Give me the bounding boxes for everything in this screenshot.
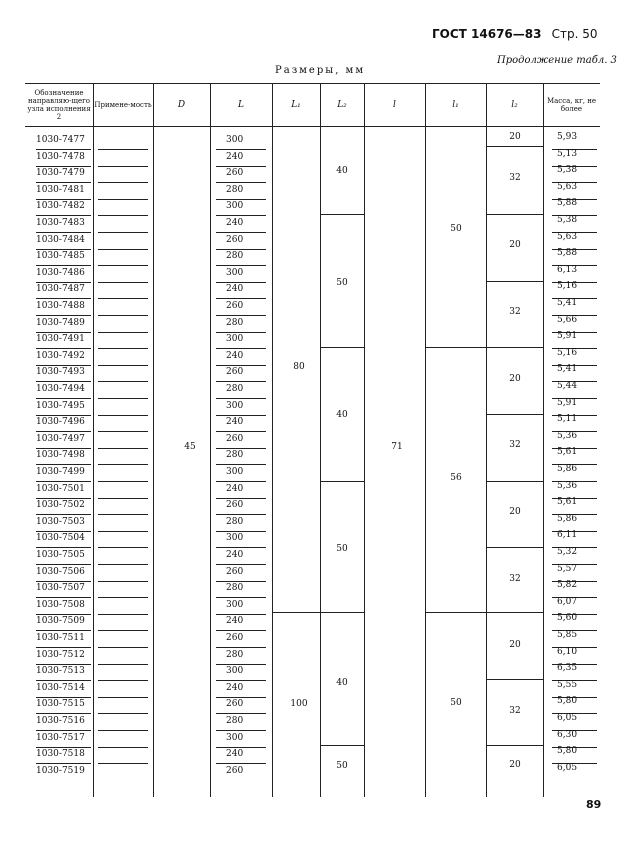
table-continuation-note: Продолжение табл. 3 — [497, 55, 617, 66]
L2-group-divider — [320, 745, 364, 746]
application-blank-line — [98, 614, 148, 615]
l2-group-divider — [486, 481, 543, 482]
dimensions-label: Размеры, мм — [275, 65, 366, 76]
row-designation: 1030-7518 — [36, 749, 85, 760]
header-D: D — [177, 99, 186, 110]
row-L-value: 260 — [226, 566, 244, 577]
application-blank-line — [98, 680, 148, 681]
L-underline — [216, 664, 266, 665]
L-underline — [216, 547, 266, 548]
L-underline — [216, 348, 266, 349]
designation-underline — [36, 448, 91, 449]
row-mass-value: 5,63 — [557, 181, 578, 192]
row-L-value: 300 — [226, 201, 244, 212]
row-mass-value: 5,86 — [557, 513, 578, 524]
row-L-value: 280 — [226, 649, 244, 660]
designation-underline — [36, 298, 91, 299]
application-blank-line — [98, 647, 148, 648]
row-L-value: 260 — [226, 765, 244, 776]
designation-underline — [36, 763, 91, 764]
row-L-value: 300 — [226, 666, 244, 677]
row-mass-value: 5,61 — [557, 447, 578, 458]
designation-underline — [36, 597, 91, 598]
row-mass-value: 5,57 — [557, 563, 578, 574]
row-mass-value: 5,32 — [557, 547, 578, 557]
column-divider — [364, 83, 365, 797]
row-designation: 1030-7482 — [36, 201, 85, 212]
designation-underline — [36, 581, 91, 582]
designation-underline — [36, 249, 91, 250]
row-L-value: 260 — [226, 433, 244, 444]
designation-underline — [36, 265, 91, 266]
application-blank-line — [98, 448, 148, 449]
row-mass-value: 5,38 — [557, 165, 578, 176]
application-blank-line — [98, 664, 148, 665]
L-underline — [216, 531, 266, 532]
application-blank-line — [98, 697, 148, 698]
row-L-value: 300 — [226, 267, 244, 278]
row-designation: 1030-7479 — [36, 168, 85, 179]
L2-group-value: 40 — [336, 166, 348, 176]
L-underline — [216, 381, 266, 382]
row-designation: 1030-7511 — [36, 633, 85, 643]
l2-group-divider — [486, 414, 543, 415]
row-designation: 1030-7478 — [36, 151, 85, 162]
row-mass-value: 5,11 — [557, 414, 578, 425]
row-L-value: 260 — [226, 699, 244, 710]
l-value: 71 — [391, 442, 403, 452]
row-L-value: 240 — [226, 350, 244, 361]
row-mass-value: 5,13 — [557, 148, 578, 159]
row-mass-value: 6,05 — [557, 713, 578, 723]
row-L-value: 240 — [226, 682, 244, 693]
designation-underline — [36, 282, 91, 283]
row-mass-value: 6,11 — [557, 530, 578, 541]
L2-group-divider — [320, 612, 364, 613]
row-mass-value: 5,82 — [557, 580, 578, 591]
row-L-value: 300 — [226, 599, 244, 610]
application-blank-line — [98, 531, 148, 532]
row-designation: 1030-7488 — [36, 301, 85, 311]
l1-group-value: 56 — [450, 473, 462, 483]
designation-underline — [36, 398, 91, 399]
row-L-value: 240 — [226, 483, 244, 494]
l2-group-value: 20 — [509, 640, 521, 650]
application-blank-line — [98, 315, 148, 316]
row-L-value: 280 — [226, 716, 244, 726]
L-underline — [216, 282, 266, 283]
column-divider — [272, 83, 273, 797]
row-designation: 1030-7489 — [36, 317, 85, 328]
designation-underline — [36, 348, 91, 349]
row-designation: 1030-7491 — [36, 334, 85, 345]
l1-group-value: 50 — [450, 224, 462, 234]
application-blank-line — [98, 415, 148, 416]
L2-group-divider — [320, 481, 364, 482]
l2-group-value: 20 — [509, 374, 521, 384]
designation-underline — [36, 215, 91, 216]
L-underline — [216, 232, 266, 233]
header-bottom-border — [25, 126, 600, 127]
row-designation: 1030-7501 — [36, 483, 85, 494]
L-underline — [216, 182, 266, 183]
designation-underline — [36, 680, 91, 681]
row-mass-value: 5,88 — [557, 248, 578, 259]
row-designation: 1030-7503 — [36, 516, 85, 527]
header-L2: L₂ — [337, 99, 347, 110]
row-mass-value: 5,44 — [557, 381, 578, 391]
row-mass-value: 5,38 — [557, 215, 578, 225]
l2-group-value: 32 — [509, 173, 521, 183]
designation-underline — [36, 166, 91, 167]
l2-group-value: 20 — [509, 760, 521, 770]
L-underline — [216, 332, 266, 333]
l2-group-divider — [486, 679, 543, 680]
application-blank-line — [98, 249, 148, 250]
row-L-value: 240 — [226, 284, 244, 295]
row-L-value: 260 — [226, 633, 244, 643]
designation-underline — [36, 431, 91, 432]
row-designation: 1030-7484 — [36, 234, 85, 245]
L-underline — [216, 747, 266, 748]
row-mass-value: 6,07 — [557, 596, 578, 607]
row-designation: 1030-7483 — [36, 218, 85, 228]
application-blank-line — [98, 630, 148, 631]
header-l1: l₁ — [452, 99, 459, 110]
L-underline — [216, 298, 266, 299]
application-blank-line — [98, 547, 148, 548]
row-L-value: 240 — [226, 550, 244, 560]
application-blank-line — [98, 713, 148, 714]
row-L-value: 260 — [226, 500, 244, 511]
application-blank-line — [98, 282, 148, 283]
application-blank-line — [98, 365, 148, 366]
row-mass-value: 5,93 — [557, 132, 578, 142]
l2-group-divider — [486, 146, 543, 147]
row-designation: 1030-7512 — [36, 649, 85, 660]
l2-group-divider — [486, 214, 543, 215]
application-blank-line — [98, 149, 148, 150]
column-divider — [320, 83, 321, 797]
row-mass-value: 5,36 — [557, 430, 578, 441]
header-l2: l₂ — [511, 99, 518, 110]
l2-group-value: 32 — [509, 706, 521, 716]
L-underline — [216, 680, 266, 681]
application-blank-line — [98, 332, 148, 333]
header-L1: L₁ — [291, 99, 301, 110]
L-underline — [216, 365, 266, 366]
designation-underline — [36, 315, 91, 316]
row-mass-value: 5,85 — [557, 630, 578, 640]
row-L-value: 260 — [226, 168, 244, 179]
designation-underline — [36, 498, 91, 499]
row-L-value: 280 — [226, 317, 244, 328]
row-designation: 1030-7516 — [36, 716, 85, 726]
row-L-value: 240 — [226, 417, 244, 428]
designation-underline — [36, 614, 91, 615]
L2-group-value: 40 — [336, 678, 348, 688]
column-divider — [486, 83, 487, 797]
row-designation: 1030-7504 — [36, 533, 85, 544]
l2-group-value: 20 — [509, 240, 521, 250]
L-underline — [216, 249, 266, 250]
L-underline — [216, 498, 266, 499]
l2-group-divider — [486, 745, 543, 746]
application-blank-line — [98, 298, 148, 299]
row-designation: 1030-7515 — [36, 699, 85, 710]
row-designation: 1030-7486 — [36, 267, 85, 278]
application-blank-line — [98, 232, 148, 233]
header-designation: Обозначение направляю-щего узла исполнения 2 — [27, 88, 91, 121]
row-mass-value: 5,36 — [557, 480, 578, 491]
row-mass-value: 5,91 — [557, 397, 578, 408]
L1-group-value: 100 — [290, 699, 308, 709]
application-blank-line — [98, 182, 148, 183]
designation-underline — [36, 199, 91, 200]
page-header — [432, 27, 598, 41]
L-underline — [216, 265, 266, 266]
L2-group-value: 50 — [336, 544, 348, 554]
L-underline — [216, 713, 266, 714]
row-L-value: 260 — [226, 367, 244, 378]
designation-underline — [36, 182, 91, 183]
designation-underline — [36, 481, 91, 482]
row-mass-value: 5,88 — [557, 198, 578, 209]
row-designation: 1030-7499 — [36, 467, 85, 477]
application-blank-line — [98, 348, 148, 349]
row-L-value: 280 — [226, 583, 244, 594]
row-mass-value: 6,30 — [557, 729, 578, 740]
L-underline — [216, 581, 266, 582]
designation-underline — [36, 531, 91, 532]
row-L-value: 280 — [226, 251, 244, 262]
L-underline — [216, 697, 266, 698]
row-designation: 1030-7514 — [36, 682, 85, 693]
row-designation: 1030-7497 — [36, 433, 85, 444]
application-blank-line — [98, 481, 148, 482]
row-mass-value: 6,05 — [557, 762, 578, 773]
row-designation: 1030-7517 — [36, 732, 85, 743]
row-designation: 1030-7506 — [36, 566, 85, 577]
l2-group-value: 20 — [509, 507, 521, 517]
application-blank-line — [98, 747, 148, 748]
row-designation: 1030-7477 — [36, 135, 85, 145]
designation-underline — [36, 747, 91, 748]
row-mass-value: 6,35 — [557, 663, 578, 674]
L-underline — [216, 166, 266, 167]
L-underline — [216, 481, 266, 482]
application-blank-line — [98, 265, 148, 266]
row-L-value: 300 — [226, 334, 244, 345]
L-underline — [216, 597, 266, 598]
l2-group-divider — [486, 281, 543, 282]
L2-group-value: 50 — [336, 761, 348, 771]
L-underline — [216, 315, 266, 316]
row-L-value: 280 — [226, 450, 244, 461]
footer-page-number: 89 — [586, 798, 602, 811]
L-underline — [216, 431, 266, 432]
designation-underline — [36, 365, 91, 366]
application-blank-line — [98, 498, 148, 499]
row-designation: 1030-7508 — [36, 599, 85, 610]
application-blank-line — [98, 215, 148, 216]
l2-group-divider — [486, 612, 543, 613]
L2-group-divider — [320, 347, 364, 348]
application-blank-line — [98, 431, 148, 432]
row-mass-value: 5,91 — [557, 331, 578, 342]
row-L-value: 300 — [226, 732, 244, 743]
row-designation: 1030-7509 — [36, 616, 85, 627]
row-designation: 1030-7492 — [36, 350, 85, 361]
L1-group-value: 80 — [293, 362, 305, 372]
row-designation: 1030-7505 — [36, 550, 85, 560]
row-designation: 1030-7507 — [36, 583, 85, 594]
row-mass-value: 5,63 — [557, 231, 578, 242]
header-l: l — [393, 99, 396, 110]
designation-underline — [36, 232, 91, 233]
l2-group-value: 32 — [509, 307, 521, 317]
application-blank-line — [98, 199, 148, 200]
row-L-value: 240 — [226, 151, 244, 162]
application-blank-line — [98, 581, 148, 582]
L2-group-divider — [320, 214, 364, 215]
l2-group-divider — [486, 347, 543, 348]
row-designation: 1030-7487 — [36, 284, 85, 295]
designation-underline — [36, 730, 91, 731]
row-mass-value: 6,10 — [557, 646, 578, 657]
row-designation: 1030-7481 — [36, 184, 85, 195]
designation-underline — [36, 514, 91, 515]
L-underline — [216, 448, 266, 449]
header-mass: Масса, кг, не более — [546, 96, 597, 113]
L-underline — [216, 564, 266, 565]
L-underline — [216, 149, 266, 150]
L-underline — [216, 398, 266, 399]
row-L-value: 260 — [226, 301, 244, 311]
row-designation: 1030-7498 — [36, 450, 85, 461]
L-underline — [216, 514, 266, 515]
designation-underline — [36, 697, 91, 698]
application-blank-line — [98, 166, 148, 167]
application-blank-line — [98, 381, 148, 382]
designation-underline — [36, 630, 91, 631]
row-designation: 1030-7502 — [36, 500, 85, 511]
row-mass-value: 5,66 — [557, 314, 578, 325]
row-L-value: 240 — [226, 616, 244, 627]
application-blank-line — [98, 398, 148, 399]
header-application: Примене-мость — [94, 100, 152, 109]
designation-underline — [36, 713, 91, 714]
L-underline — [216, 415, 266, 416]
L-underline — [216, 630, 266, 631]
row-L-value: 280 — [226, 184, 244, 195]
application-blank-line — [98, 730, 148, 731]
application-blank-line — [98, 564, 148, 565]
l2-group-divider — [486, 547, 543, 548]
application-blank-line — [98, 464, 148, 465]
row-mass-value: 5,86 — [557, 464, 578, 474]
row-mass-value: 5,60 — [557, 613, 578, 624]
designation-underline — [36, 464, 91, 465]
row-mass-value: 5,16 — [557, 281, 578, 292]
row-designation: 1030-7494 — [36, 384, 85, 394]
row-designation: 1030-7495 — [36, 400, 85, 411]
designation-underline — [36, 547, 91, 548]
row-L-value: 260 — [226, 234, 244, 245]
l1-group-value: 50 — [450, 698, 462, 708]
L-underline — [216, 464, 266, 465]
designation-underline — [36, 664, 91, 665]
page-number-label: Стр. 50 — [551, 27, 598, 41]
header-L: L — [238, 99, 244, 110]
L-underline — [216, 730, 266, 731]
column-divider — [425, 83, 426, 797]
column-divider — [210, 83, 211, 797]
row-L-value: 240 — [226, 749, 244, 760]
row-mass-value: 5,16 — [557, 347, 578, 358]
application-blank-line — [98, 597, 148, 598]
row-mass-value: 5,41 — [557, 298, 578, 308]
row-L-value: 300 — [226, 533, 244, 544]
column-divider — [153, 83, 154, 797]
column-divider — [543, 83, 544, 797]
application-blank-line — [98, 763, 148, 764]
l1-group-divider — [425, 347, 486, 348]
designation-underline — [36, 332, 91, 333]
L-underline — [216, 199, 266, 200]
row-designation: 1030-7519 — [36, 765, 85, 776]
row-designation: 1030-7493 — [36, 367, 85, 378]
l2-group-value: 32 — [509, 440, 521, 450]
L-underline — [216, 647, 266, 648]
row-L-value: 240 — [226, 218, 244, 228]
L2-group-value: 40 — [336, 410, 348, 420]
row-designation: 1030-7513 — [36, 666, 85, 677]
row-L-value: 300 — [226, 135, 244, 145]
L-underline — [216, 614, 266, 615]
l1-group-divider — [425, 612, 486, 613]
column-divider — [93, 83, 94, 797]
l2-group-value: 20 — [509, 132, 521, 142]
designation-underline — [36, 564, 91, 565]
D-value: 45 — [184, 442, 196, 452]
row-L-value: 300 — [226, 467, 244, 477]
row-L-value: 280 — [226, 516, 244, 527]
row-mass-value: 5,80 — [557, 696, 578, 707]
designation-underline — [36, 149, 91, 150]
L-underline — [216, 215, 266, 216]
row-mass-value: 5,61 — [557, 497, 578, 508]
row-designation: 1030-7485 — [36, 251, 85, 262]
L2-group-value: 50 — [336, 278, 348, 288]
l2-group-value: 32 — [509, 574, 521, 584]
row-mass-value: 5,80 — [557, 746, 578, 757]
row-designation: 1030-7496 — [36, 417, 85, 428]
application-blank-line — [98, 514, 148, 515]
L1-group-divider — [272, 612, 320, 613]
row-L-value: 300 — [226, 400, 244, 411]
row-mass-value: 6,13 — [557, 264, 578, 275]
row-mass-value: 5,55 — [557, 679, 578, 690]
L-underline — [216, 763, 266, 764]
row-L-value: 280 — [226, 384, 244, 394]
designation-underline — [36, 415, 91, 416]
row-mass-value: 5,41 — [557, 364, 578, 375]
standard-number: ГОСТ 14676—83 — [432, 27, 542, 41]
designation-underline — [36, 647, 91, 648]
designation-underline — [36, 381, 91, 382]
